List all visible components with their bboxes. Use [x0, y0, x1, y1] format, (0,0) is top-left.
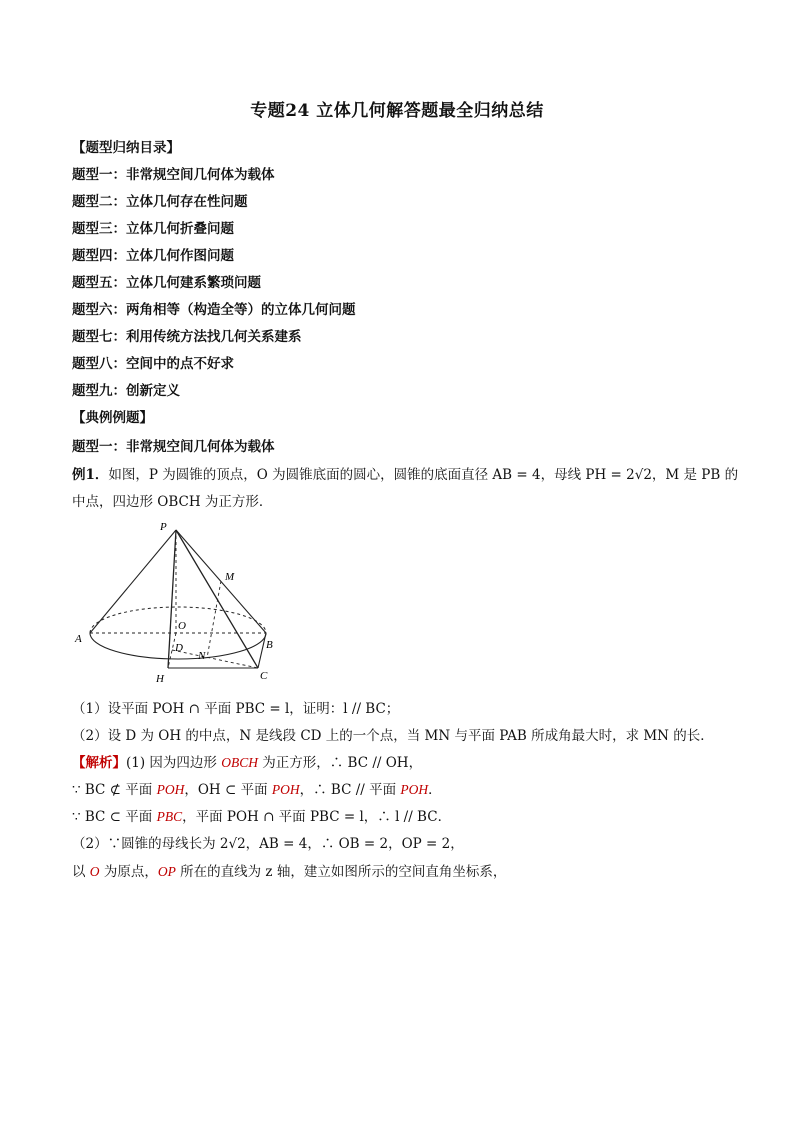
- cone-figure: [72, 518, 282, 688]
- solution-label: 【解析】: [72, 755, 126, 771]
- line-pc: [176, 530, 258, 668]
- toc-item-3: 题型三：立体几何折叠问题: [72, 221, 234, 237]
- example1-line1: [72, 463, 738, 483]
- example1-label: 例1．: [72, 467, 109, 483]
- solution-line-2: [72, 778, 442, 798]
- examples-heading: 【典例例题】: [72, 410, 153, 426]
- solution-text: 所在的直线为 z 轴，建立如图所示的空间直角坐标系，: [175, 864, 507, 880]
- toc-item-6: 题型六：两角相等（构造全等）的立体几何问题: [72, 302, 356, 318]
- toc-item-1: 题型一：非常规空间几何体为载体: [72, 167, 275, 183]
- toc-item-4: 题型四：立体几何作图问题: [72, 248, 234, 264]
- solution-highlight: POH: [156, 782, 185, 797]
- solution-line-5: [72, 860, 506, 880]
- example1-line2: 中点，四边形 OBCH 为正方形．: [72, 494, 273, 510]
- question-1: （1）设平面 POH ∩ 平面 PBC = l，证明：l // BC；: [72, 701, 400, 717]
- solution-text: 为正方形，∴ BC // OH，: [257, 755, 423, 771]
- label-b: B: [266, 639, 273, 651]
- label-p: P: [160, 521, 167, 533]
- solution-highlight: POH: [400, 782, 429, 797]
- solution-text: (1) 因为四边形: [126, 755, 222, 771]
- solution-line-3: [72, 805, 451, 825]
- solution-line-4: （2）∵圆锥的母线长为 2√2，AB = 4，∴ OB = 2，OP = 2，: [72, 836, 464, 852]
- label-d: D: [175, 642, 183, 654]
- type1-heading: 题型一：非常规空间几何体为载体: [72, 439, 275, 455]
- solution-highlight: POH: [271, 782, 300, 797]
- toc-item-9: 题型九：创新定义: [72, 383, 180, 399]
- solution-highlight: O: [89, 864, 100, 879]
- example1-text1: 如图，P 为圆锥的顶点，O 为圆锥底面的圆心，圆锥的底面直径 AB = 4，母线 PH = 2√2，M 是 PB 的: [108, 467, 739, 483]
- label-o: O: [178, 620, 186, 632]
- page-title: 专题24 立体几何解答题最全归纳总结: [250, 101, 544, 121]
- solution-text: ，∴ BC // 平面: [299, 782, 401, 798]
- line-pa: [90, 530, 176, 633]
- solution-highlight: OP: [157, 864, 176, 879]
- toc-item-5: 题型五：立体几何建系繁琐问题: [72, 275, 261, 291]
- solution-text: 以: [72, 864, 90, 880]
- solution-text: ∵ BC ⊂ 平面: [72, 809, 157, 825]
- toc-item-8: 题型八：空间中的点不好求: [72, 356, 234, 372]
- solution-highlight: PBC: [156, 809, 183, 824]
- label-m: M: [225, 571, 235, 583]
- question-2: （2）设 D 为 OH 的中点，N 是线段 CD 上的一个点，当 MN 与平面 PAB 所成角最大时，求 MN 的长．: [72, 728, 714, 744]
- label-h: H: [156, 673, 164, 685]
- solution-text: ．: [428, 782, 442, 798]
- label-c: C: [260, 670, 268, 682]
- label-n: N: [198, 650, 206, 662]
- solution-text: ∵ BC ⊄ 平面: [72, 782, 157, 798]
- toc-item-7: 题型七：利用传统方法找几何关系建系: [72, 329, 302, 345]
- toc-item-2: 题型二：立体几何存在性问题: [72, 194, 248, 210]
- label-a: A: [75, 633, 82, 645]
- solution-text: ，OH ⊂ 平面: [184, 782, 272, 798]
- segment-mn: [207, 581, 221, 658]
- solution-text: ，平面 POH ∩ 平面 PBC = l，∴ l // BC．: [182, 809, 452, 825]
- solution-highlight: OBCH: [221, 755, 258, 770]
- toc-heading: 【题型归纳目录】: [72, 140, 180, 156]
- solution-line-1: [72, 751, 422, 771]
- side-cb: [258, 633, 266, 668]
- solution-text: 为原点，: [99, 864, 158, 880]
